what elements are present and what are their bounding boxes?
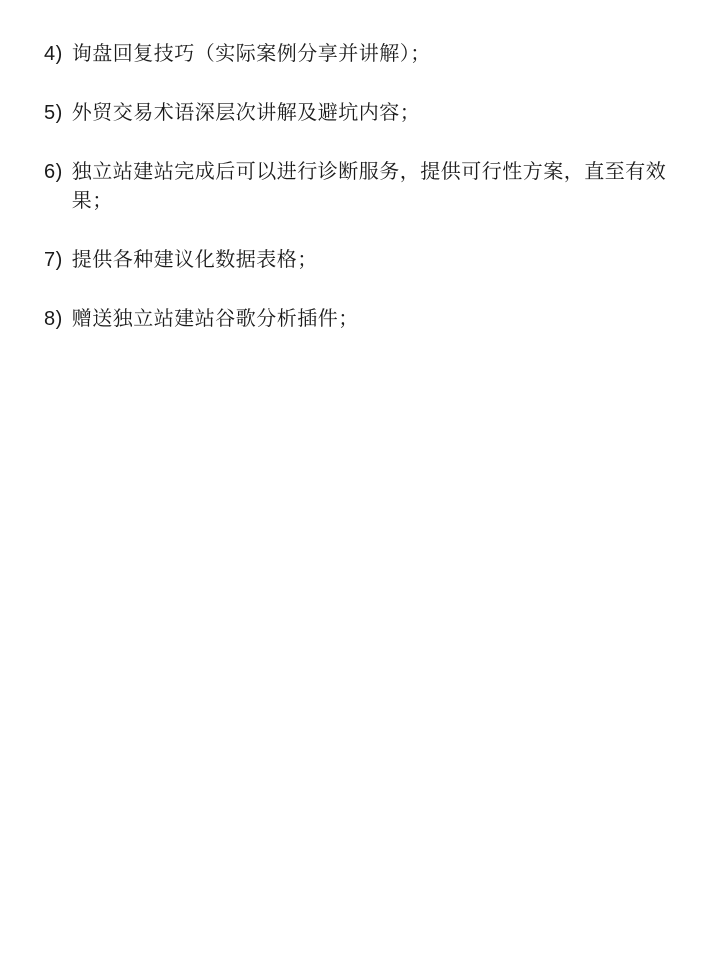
list-item-number: 5): [44, 102, 63, 124]
list-item: [44, 246, 690, 275]
list-item-text: 独立站建站完成后可以进行诊断服务，提供可行性方案，直至有效果；: [71, 161, 667, 212]
list-item: [44, 40, 690, 69]
list-item-text: 赠送独立站建站谷歌分析插件；: [71, 308, 359, 330]
numbered-list: [44, 40, 690, 334]
list-item-text: 询盘回复技巧（实际案例分享并讲解）；: [71, 43, 431, 65]
list-item-number: 8): [44, 308, 63, 330]
list-item-text: 外贸交易术语深层次讲解及避坑内容；: [71, 102, 421, 124]
list-item-number: 6): [44, 161, 63, 183]
list-item-number: 4): [44, 43, 63, 65]
list-item-number: 7): [44, 249, 63, 271]
list-item: [44, 158, 690, 216]
list-item: [44, 305, 690, 334]
list-item-text: 提供各种建议化数据表格；: [71, 249, 318, 271]
list-item: [44, 99, 690, 128]
